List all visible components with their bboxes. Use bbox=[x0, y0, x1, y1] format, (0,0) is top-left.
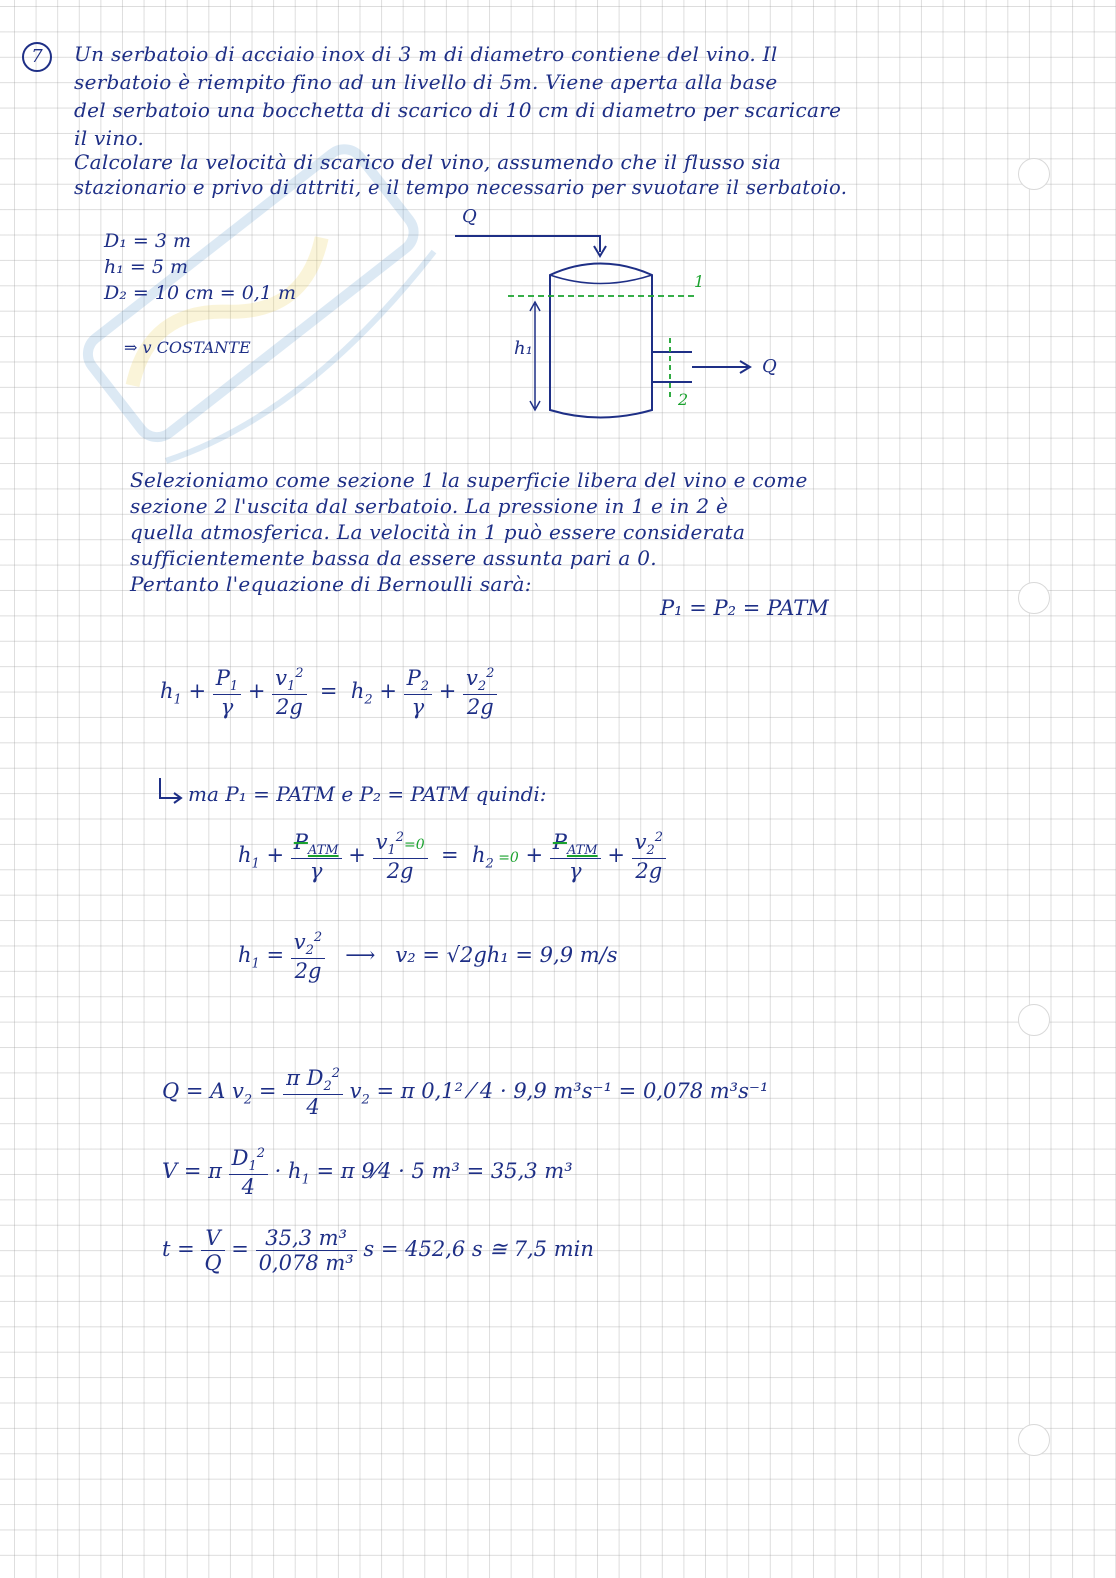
bernoulli-equation: $h_1$ + $\frac{P_1}{\gamma}$ + $\frac{v_1^2}{2g}$ = $h_2$ + $\frac{P_2}{\gamma}$ + $\frac{v_2^2}{2g}$ bbox=[160, 666, 497, 719]
ma-line: ma P₁ = PATM e P₂ = PATM quindi: bbox=[188, 782, 547, 806]
time-result: s = 452,6 s ≅ 7,5 min bbox=[363, 1237, 594, 1261]
simplified-equation: $h_1$ + $\frac{P_{ATM}}{\gamma}$ + $\frac{v_1^2=0}{2g}$ = $h_2 =0$ + $\frac{P_{ATM}}{\gamma}$ + $\frac{v_2^2}{2g}$ bbox=[238, 830, 666, 883]
time-denominator: 0,078 m³ bbox=[258, 1251, 354, 1275]
hook-arrow bbox=[156, 776, 186, 806]
solution-line-2: sezione 2 l'uscita dal serbatoio. La pressione in 1 e in 2 è bbox=[130, 494, 729, 518]
outflow-label: Q bbox=[762, 356, 777, 377]
inflow-arrow bbox=[455, 236, 600, 252]
pressure-equality: P₁ = P₂ = PATM bbox=[660, 596, 829, 620]
problem-line-6: stazionario e privo di attriti, e il tempo necessario per svuotare il serbatoio. bbox=[74, 176, 848, 199]
solution-line-1: Selezioniamo come sezione 1 la superficie libera del vino e come bbox=[130, 468, 808, 492]
exercise-number-badge bbox=[22, 42, 52, 72]
exercise-number: 7 bbox=[31, 46, 43, 67]
binder-hole bbox=[1018, 582, 1050, 614]
tank-diagram bbox=[440, 200, 800, 430]
section1-label: 1 bbox=[694, 272, 705, 291]
time-equation: t = $\frac{V}{Q}$ = $\frac{\text{35,3 m³}}{\text{0,078 m³}}$ s = 452,6 s ≅ 7,5 min bbox=[162, 1226, 594, 1275]
velocity-equation: $h_1$ = $\frac{v_2^2}{2g}$ ⟶ v₂ = √2gh₁ = 9,9 m/s bbox=[238, 930, 618, 984]
solution-line-5: Pertanto l'equazione di Bernoulli sarà: bbox=[130, 572, 532, 596]
volume-result: = π 9⁄4 · 5 m³ = 35,3 m³ bbox=[316, 1159, 573, 1184]
problem-line-4: il vino. bbox=[74, 126, 145, 150]
binder-hole bbox=[1018, 1004, 1050, 1036]
solution-line-4: sufficientemente bassa da essere assunta pari a 0. bbox=[130, 546, 657, 570]
problem-line-3: del serbatoio una bocchetta di scarico di 10 cm di diametro per scaricare bbox=[74, 98, 842, 122]
inflow-label: Q bbox=[462, 206, 477, 227]
given-d2: D₂ = 10 cm = 0,1 m bbox=[104, 282, 296, 304]
problem-line-5: Calcolare la velocità di scarico del vino, assumendo che il flusso sia bbox=[74, 150, 782, 174]
section2-label: 2 bbox=[678, 390, 689, 409]
tank-body bbox=[550, 264, 652, 418]
given-d1: D₁ = 3 m bbox=[104, 230, 191, 252]
binder-hole bbox=[1018, 1424, 1050, 1456]
problem-line-1: Un serbatoio di acciaio inox di 3 m di diametro contiene del vino. Il bbox=[74, 42, 778, 66]
velocity-result: v₂ = √2gh₁ = 9,9 m/s bbox=[395, 943, 618, 968]
given-constant: ⇒ v COSTANTE bbox=[124, 338, 251, 357]
volume-equation: V = π $\frac{D_1^2}{4}$ · $h_1 = \pi$ 9⁄4 · 5 m³ = 35,3 m³ bbox=[162, 1146, 573, 1200]
solution-line-3: quella atmosferica. La velocità in 1 può essere considerata bbox=[130, 520, 746, 544]
problem-line-2: serbatoio è riempito fino ad un livello di 5m. Viene aperta alla base bbox=[74, 70, 778, 94]
time-numerator: 35,3 m³ bbox=[256, 1226, 357, 1251]
height-label: h₁ bbox=[514, 338, 533, 359]
outlet-nozzle bbox=[652, 352, 692, 382]
flow-result: = π 0,1² ⁄ 4 · 9,9 m³s⁻¹ = 0,078 m³s⁻¹ bbox=[376, 1079, 769, 1104]
flow-equation: Q = A $v_2$ = $\frac{\pi D_2^2}{4}$ $v_2 = \pi$ 0,1² ⁄ 4 · 9,9 m³s⁻¹ = 0,078 m³s⁻¹ bbox=[162, 1066, 769, 1120]
binder-hole bbox=[1018, 158, 1050, 190]
given-h1: h₁ = 5 m bbox=[104, 256, 188, 278]
